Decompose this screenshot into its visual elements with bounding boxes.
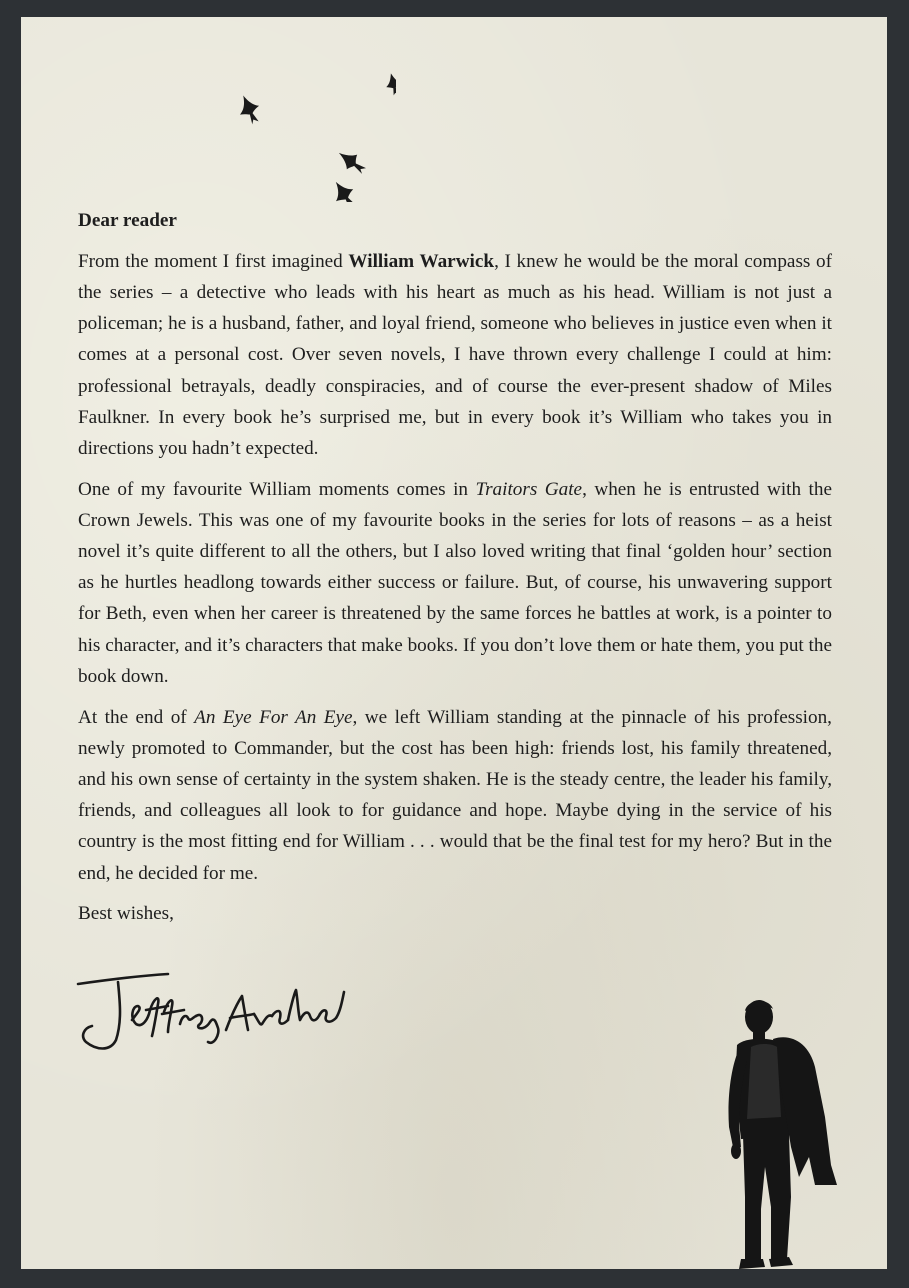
paragraph-2-text-a: One of my favourite William moments comes in xyxy=(78,478,476,500)
paragraph-1 xyxy=(78,246,832,464)
paragraph-3-text-a: At the end of xyxy=(78,706,195,728)
paragraph-1-text-a: From the moment I first imagined xyxy=(78,250,349,272)
paragraph-2 xyxy=(78,474,832,692)
book-title-an-eye-for-an-eye: An Eye For An Eye xyxy=(194,706,353,728)
character-name: William Warwick xyxy=(348,250,495,272)
book-title-traitors-gate: Traitors Gate xyxy=(475,478,583,500)
letter-body xyxy=(78,205,832,939)
paragraph-2-text-c: , when he is entrusted with the Crown Jewels. This was one of my favourite books in the series for lots of reasons – as a heist novel it’s quite different to all the others, but I also loved writing that final ‘golden hour’ section as he hurtles headlong towards either success or failure. But, of course, his unwavering support for Beth, even when her career is threatened by the same forces he battles at work, is a pointer to his character, and it’s characters that make books. If you don’t love them or hate them, you put the book down. xyxy=(78,478,832,687)
closing: Best wishes, xyxy=(78,903,174,925)
letter-page xyxy=(21,17,887,1269)
paragraph-3 xyxy=(78,702,832,889)
paragraph-1-text-c: , I knew he would be the moral compass of the series – a detective who leads with his heart as much as his head. William is not just a policeman; he is a husband, father, and loyal friend, someone who believes in justice even when it comes at a personal cost. Over seven novels, I have thrown every challenge I could at him: professional betrayals, deadly conspiracies, and of course the ever-present shadow of Miles Faulkner. In every book he’s surprised me, but in every book it’s William who takes you in directions you hadn’t expected. xyxy=(78,250,832,459)
paragraph-3-text-c: , we left William standing at the pinnacle of his profession, newly promoted to Commander, but the cost has been high: friends lost, his family threatened, and his own sense of certainty in the system shaken. He is the steady centre, the leader his family, friends, and colleagues all look to for guidance and hope. Maybe dying in the service of his country is the most fitting end for William . . . would that be the final test for my hero? But in the end, he decided for me. xyxy=(78,706,832,884)
walking-man-silhouette xyxy=(711,997,841,1269)
greeting: Dear reader xyxy=(78,210,177,231)
flying-birds-icon xyxy=(216,52,396,202)
handwritten-signature xyxy=(76,962,346,1062)
